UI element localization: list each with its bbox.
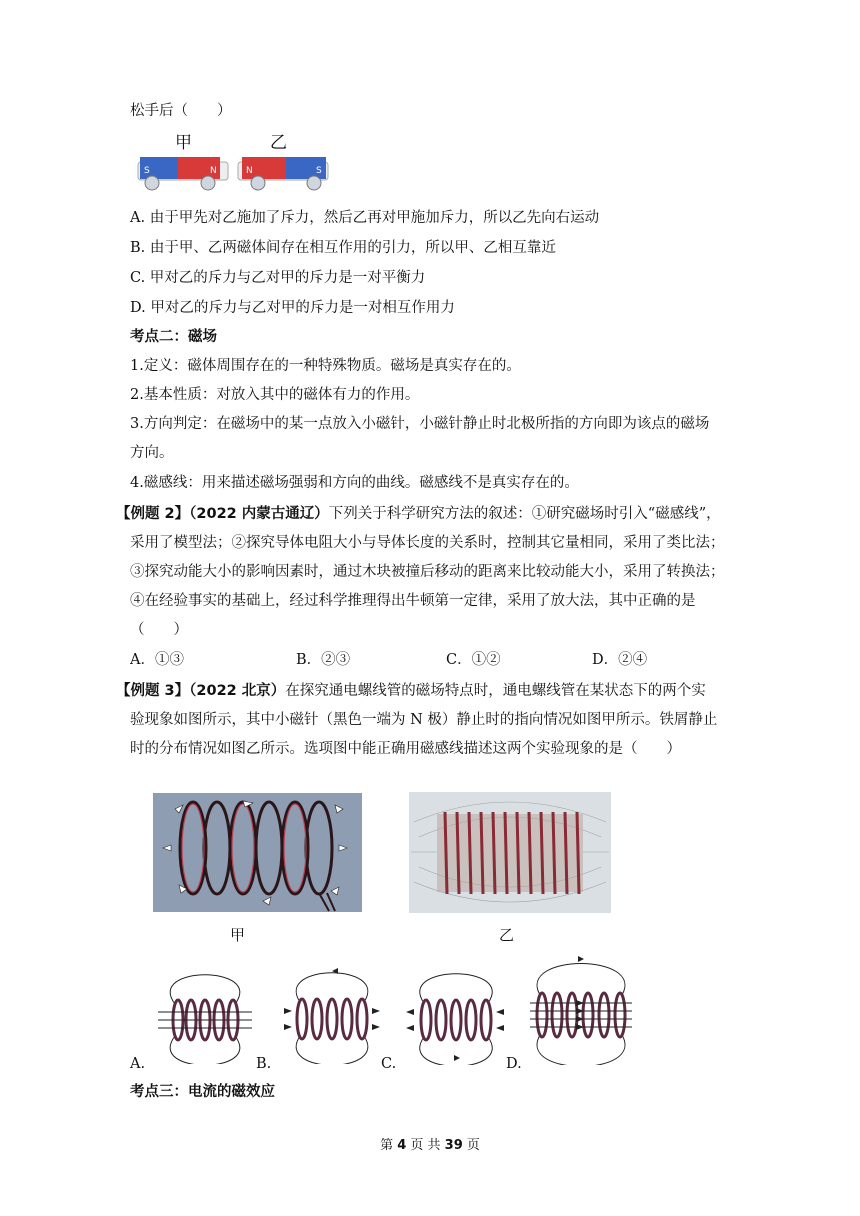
choice-d-diagram xyxy=(526,953,636,1065)
photo-yi-iron-filings xyxy=(409,792,611,913)
ex2-line3: ③探究动能大小的影响因素时，通过木块被撞后移动的距离来比较动能大小，采用了转换法； xyxy=(130,564,725,580)
footer-current-page: 4 xyxy=(397,1138,407,1153)
choice-d-label: D. xyxy=(506,1056,522,1072)
solenoid-compass-photo xyxy=(153,793,362,912)
ex2-line2: 采用了模型法；②探究导体电阻大小与导体长度的关系时，控制其它量相同，采用了类比法； xyxy=(130,535,725,551)
magnet-jia-n-label: N xyxy=(210,166,217,176)
choice-c-label: C. xyxy=(381,1056,397,1072)
q1-stem-end: 松手后（ ） xyxy=(130,103,232,119)
choice-b-label: B. xyxy=(256,1056,272,1072)
magnet-yi-s-label: S xyxy=(316,166,322,176)
choice-a-diagram xyxy=(150,960,260,1064)
caption-yi: 乙 xyxy=(499,926,515,944)
ex3-line3: 时的分布情况如图乙所示。选项图中能正确用磁感线描述这两个实验现象的是（ ） xyxy=(130,741,681,757)
label-yi: 乙 xyxy=(270,133,287,153)
footer-post: 页 xyxy=(462,1138,480,1153)
caption-jia: 甲 xyxy=(230,926,246,944)
section2-p3a: 3.方向判定：在磁场中的某一点放入小磁针，小磁针静止时北极所指的方向即为该点的磁场 xyxy=(130,416,710,432)
carts-illustration xyxy=(130,128,340,192)
ex3-tag: 【例题 3】 xyxy=(116,683,190,699)
q1-option-c: C. 甲对乙的斥力与乙对甲的斥力是一对平衡力 xyxy=(130,270,426,286)
ex2-line4: ④在经验事实的基础上，经过科学推理得出牛顿第一定律，采用了放大法，其中正确的是 xyxy=(130,593,696,609)
q1-option-a: A. 由于甲先对乙施加了斥力，然后乙再对甲施加斥力，所以乙先向右运动 xyxy=(130,210,600,226)
footer-mid: 页 共 xyxy=(406,1138,445,1153)
footer-total-pages: 39 xyxy=(444,1138,463,1153)
ex2-line1 xyxy=(116,504,721,524)
choice-b-diagram xyxy=(282,958,382,1064)
ex2-source: （2022 内蒙古通辽） xyxy=(189,506,329,522)
magnet-jia-s-label: S xyxy=(144,166,150,176)
magnet-yi-n-label: N xyxy=(246,166,253,176)
ex2-tag: 【例题 2】 xyxy=(116,506,190,522)
section2-p3b: 方向。 xyxy=(130,445,174,461)
choice-a-label: A. xyxy=(130,1056,146,1072)
ex3-source: （2022 北京） xyxy=(189,683,286,699)
photo-jia-solenoid-compasses xyxy=(153,793,362,912)
section2-heading: 考点二：磁场 xyxy=(130,329,217,345)
q1-option-b: B. 由于甲、乙两磁体间存在相互作用的引力，所以甲、乙相互靠近 xyxy=(130,240,556,256)
section2-p2: 2.基本性质：对放入其中的磁体有力的作用。 xyxy=(130,387,420,403)
ex2-line5: （ ） xyxy=(130,622,188,638)
ex3-line2: 验现象如图所示，其中小磁针（黑色一端为 N 极）静止时的指向情况如图甲所示。铁屑静止 xyxy=(130,712,718,728)
magnet-carts-figure xyxy=(130,128,340,192)
choice-c-diagram xyxy=(404,961,508,1065)
section2-p4: 4.磁感线：用来描述磁场强弱和方向的曲线。磁感线不是真实存在的。 xyxy=(130,475,579,491)
ex2-option-c: C．①② xyxy=(446,652,501,668)
ex2-option-d: D．②④ xyxy=(592,652,648,668)
page-footer xyxy=(0,1134,860,1153)
section2-p1: 1.定义：磁体周围存在的一种特殊物质。磁场是真实存在的。 xyxy=(130,358,521,374)
section3-heading: 考点三：电流的磁效应 xyxy=(130,1084,275,1100)
iron-filings-photo xyxy=(409,792,611,913)
ex2-option-b: B．②③ xyxy=(296,652,351,668)
label-jia: 甲 xyxy=(175,133,192,153)
ex3-text1: 在探究通电螺线管的磁场特点时，通电螺线管在某状态下的两个实 xyxy=(285,683,706,699)
ex2-text1: 下列关于科学研究方法的叙述：①研究磁场时引入“磁感线”， xyxy=(328,506,721,522)
footer-pre: 第 xyxy=(380,1138,398,1153)
ex2-option-a: A．①③ xyxy=(130,652,184,668)
ex3-line1 xyxy=(116,681,706,701)
q1-option-d: D. 甲对乙的斥力与乙对甲的斥力是一对相互作用力 xyxy=(130,300,455,316)
